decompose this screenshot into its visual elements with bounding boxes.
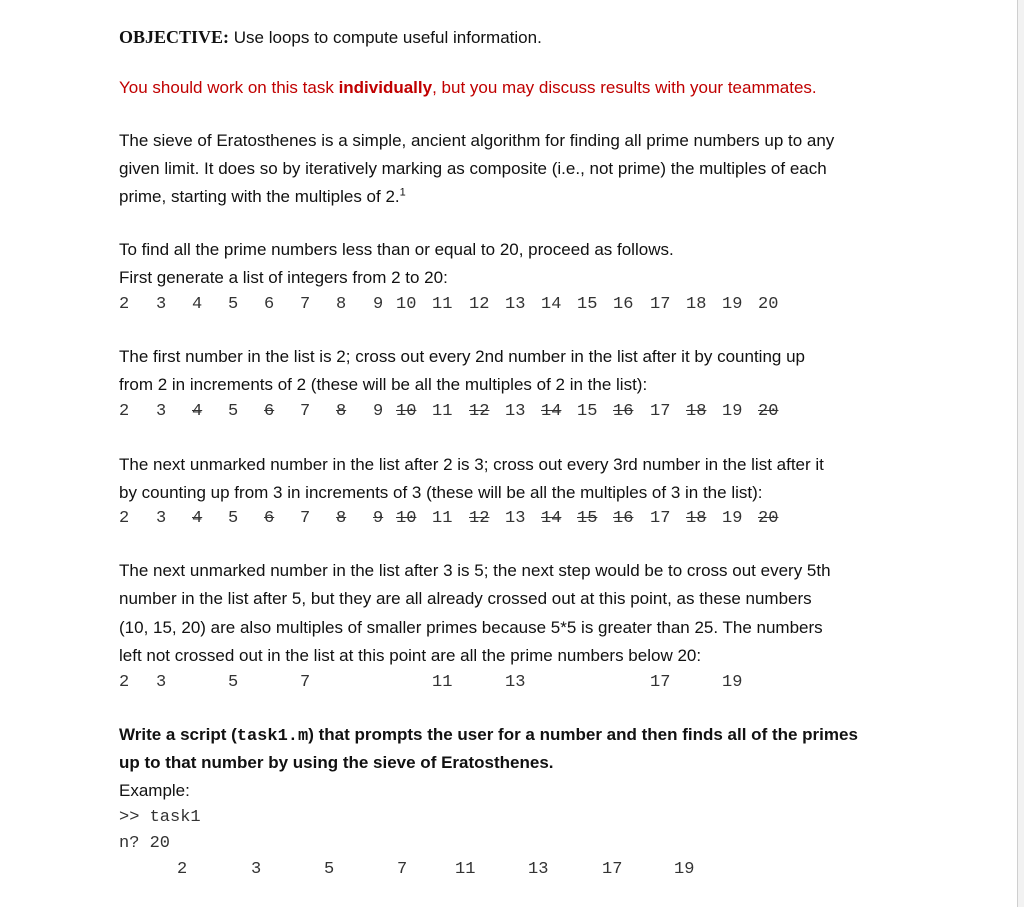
- list-number: 7: [300, 509, 311, 528]
- list-number: 8: [336, 295, 347, 314]
- example-prime: 2: [177, 860, 188, 879]
- list-number: 4: [192, 402, 203, 421]
- example-prime: 19: [674, 860, 695, 879]
- list-number: 5: [228, 295, 239, 314]
- list-number: 6: [264, 402, 275, 421]
- list-number: 17: [650, 673, 671, 692]
- list-number: 13: [505, 509, 526, 528]
- intro-line-3-text: prime, starting with the multiples of 2.: [119, 187, 400, 206]
- notice-bold: individually: [338, 78, 433, 97]
- intro-line-3: [119, 187, 406, 207]
- list-number: 18: [686, 402, 707, 421]
- task-line-2: up to that number by using the sieve of Eratosthenes.: [119, 753, 554, 772]
- task-before: Write a script (: [119, 725, 237, 744]
- step1-line-1: The first number in the list is 2; cross out every 2nd number in the list after it by counting up: [119, 347, 805, 366]
- list-number: 18: [686, 509, 707, 528]
- list-number: 11: [432, 509, 453, 528]
- task-filename: task1.m: [236, 727, 309, 746]
- list-number: 19: [722, 509, 743, 528]
- task-line-1: [119, 725, 858, 746]
- objective-text: Use loops to compute useful information.: [229, 28, 542, 47]
- step3-line-2: number in the list after 5, but they are all already crossed out at this point, as these numbers: [119, 589, 812, 608]
- list-number: 20: [758, 402, 779, 421]
- example-prompt: n? 20: [119, 834, 171, 853]
- list-number: 7: [300, 402, 311, 421]
- list-number: 12: [469, 402, 490, 421]
- example-prime: 17: [602, 860, 623, 879]
- step3-line-4: left not crossed out in the list at this point are all the prime numbers below 20:: [119, 646, 702, 665]
- objective-label: OBJECTIVE:: [119, 27, 230, 47]
- notice-before: You should work on this task: [119, 78, 339, 97]
- example-prime: 5: [324, 860, 335, 879]
- task-after: ) that prompts the user for a number and then finds all of the primes: [308, 725, 858, 744]
- example-command: >> task1: [119, 808, 201, 827]
- example-output: [119, 860, 819, 882]
- list-number: 5: [228, 402, 239, 421]
- list-number: 15: [577, 295, 598, 314]
- list-number: 13: [505, 402, 526, 421]
- list-number: 2: [119, 295, 130, 314]
- list-number: 3: [156, 509, 167, 528]
- list-number: 16: [613, 509, 634, 528]
- step2-line-2: by counting up from 3 in increments of 3 (these will be all the multiples of 3 in the list):: [119, 483, 763, 502]
- intro-line-2: given limit. It does so by iteratively marking as composite (i.e., not prime) the multiples of each: [119, 159, 827, 178]
- step3-line-3: (10, 15, 20) are also multiples of smaller primes because 5*5 is greater than 25. The numbers: [119, 618, 823, 637]
- list-number: 10: [396, 295, 417, 314]
- list-number: 18: [686, 295, 707, 314]
- example-label: Example:: [119, 781, 190, 800]
- objective-line: [119, 27, 542, 48]
- number-list-primes: [119, 673, 819, 695]
- list-number: 15: [577, 509, 598, 528]
- example-prime: 3: [251, 860, 262, 879]
- list-number: 15: [577, 402, 598, 421]
- page-edge: [1017, 0, 1024, 907]
- list-number: 11: [432, 402, 453, 421]
- list-number: 8: [336, 402, 347, 421]
- list-number: 7: [300, 295, 311, 314]
- list-number: 9: [373, 295, 384, 314]
- list-number: 17: [650, 509, 671, 528]
- list-number: 12: [469, 509, 490, 528]
- step0-line-1: To find all the prime numbers less than or equal to 20, proceed as follows.: [119, 240, 674, 259]
- footnote-marker: 1: [399, 186, 406, 199]
- example-prime: 11: [455, 860, 476, 879]
- step0-line-2: First generate a list of integers from 2 to 20:: [119, 268, 448, 287]
- list-number: 12: [469, 295, 490, 314]
- step1-line-2: from 2 in increments of 2 (these will be all the multiples of 2 in the list):: [119, 375, 648, 394]
- example-prime: 7: [397, 860, 408, 879]
- list-number: 4: [192, 295, 203, 314]
- list-number: 3: [156, 402, 167, 421]
- list-number: 7: [300, 673, 311, 692]
- list-number: 19: [722, 295, 743, 314]
- notice-line: [119, 78, 817, 98]
- list-number: 17: [650, 295, 671, 314]
- list-number: 14: [541, 295, 562, 314]
- list-number: 14: [541, 509, 562, 528]
- list-number: 13: [505, 295, 526, 314]
- list-number: 11: [432, 295, 453, 314]
- list-number: 20: [758, 295, 779, 314]
- list-number: 2: [119, 402, 130, 421]
- list-number: 2: [119, 673, 130, 692]
- list-number: 3: [156, 673, 167, 692]
- list-number: 6: [264, 509, 275, 528]
- step2-line-1: The next unmarked number in the list after 2 is 3; cross out every 3rd number in the list after it: [119, 455, 824, 474]
- list-number: 8: [336, 509, 347, 528]
- number-list-step1: [119, 402, 819, 424]
- list-number: 20: [758, 509, 779, 528]
- list-number: 5: [228, 509, 239, 528]
- list-number: 9: [373, 509, 384, 528]
- list-number: 10: [396, 402, 417, 421]
- list-number: 13: [505, 673, 526, 692]
- intro-line-1: The sieve of Eratosthenes is a simple, ancient algorithm for finding all prime numbers up to any: [119, 131, 835, 150]
- list-number: 17: [650, 402, 671, 421]
- notice-after: , but you may discuss results with your teammates.: [432, 78, 817, 97]
- number-list-full: [119, 295, 819, 317]
- list-number: 14: [541, 402, 562, 421]
- list-number: 11: [432, 673, 453, 692]
- number-list-step2: [119, 509, 819, 531]
- list-number: 16: [613, 295, 634, 314]
- list-number: 2: [119, 509, 130, 528]
- list-number: 5: [228, 673, 239, 692]
- step3-line-1: The next unmarked number in the list after 3 is 5; the next step would be to cross out every 5th: [119, 561, 831, 580]
- example-prime: 13: [528, 860, 549, 879]
- list-number: 9: [373, 402, 384, 421]
- list-number: 3: [156, 295, 167, 314]
- list-number: 10: [396, 509, 417, 528]
- list-number: 16: [613, 402, 634, 421]
- list-number: 6: [264, 295, 275, 314]
- list-number: 19: [722, 402, 743, 421]
- list-number: 4: [192, 509, 203, 528]
- list-number: 19: [722, 673, 743, 692]
